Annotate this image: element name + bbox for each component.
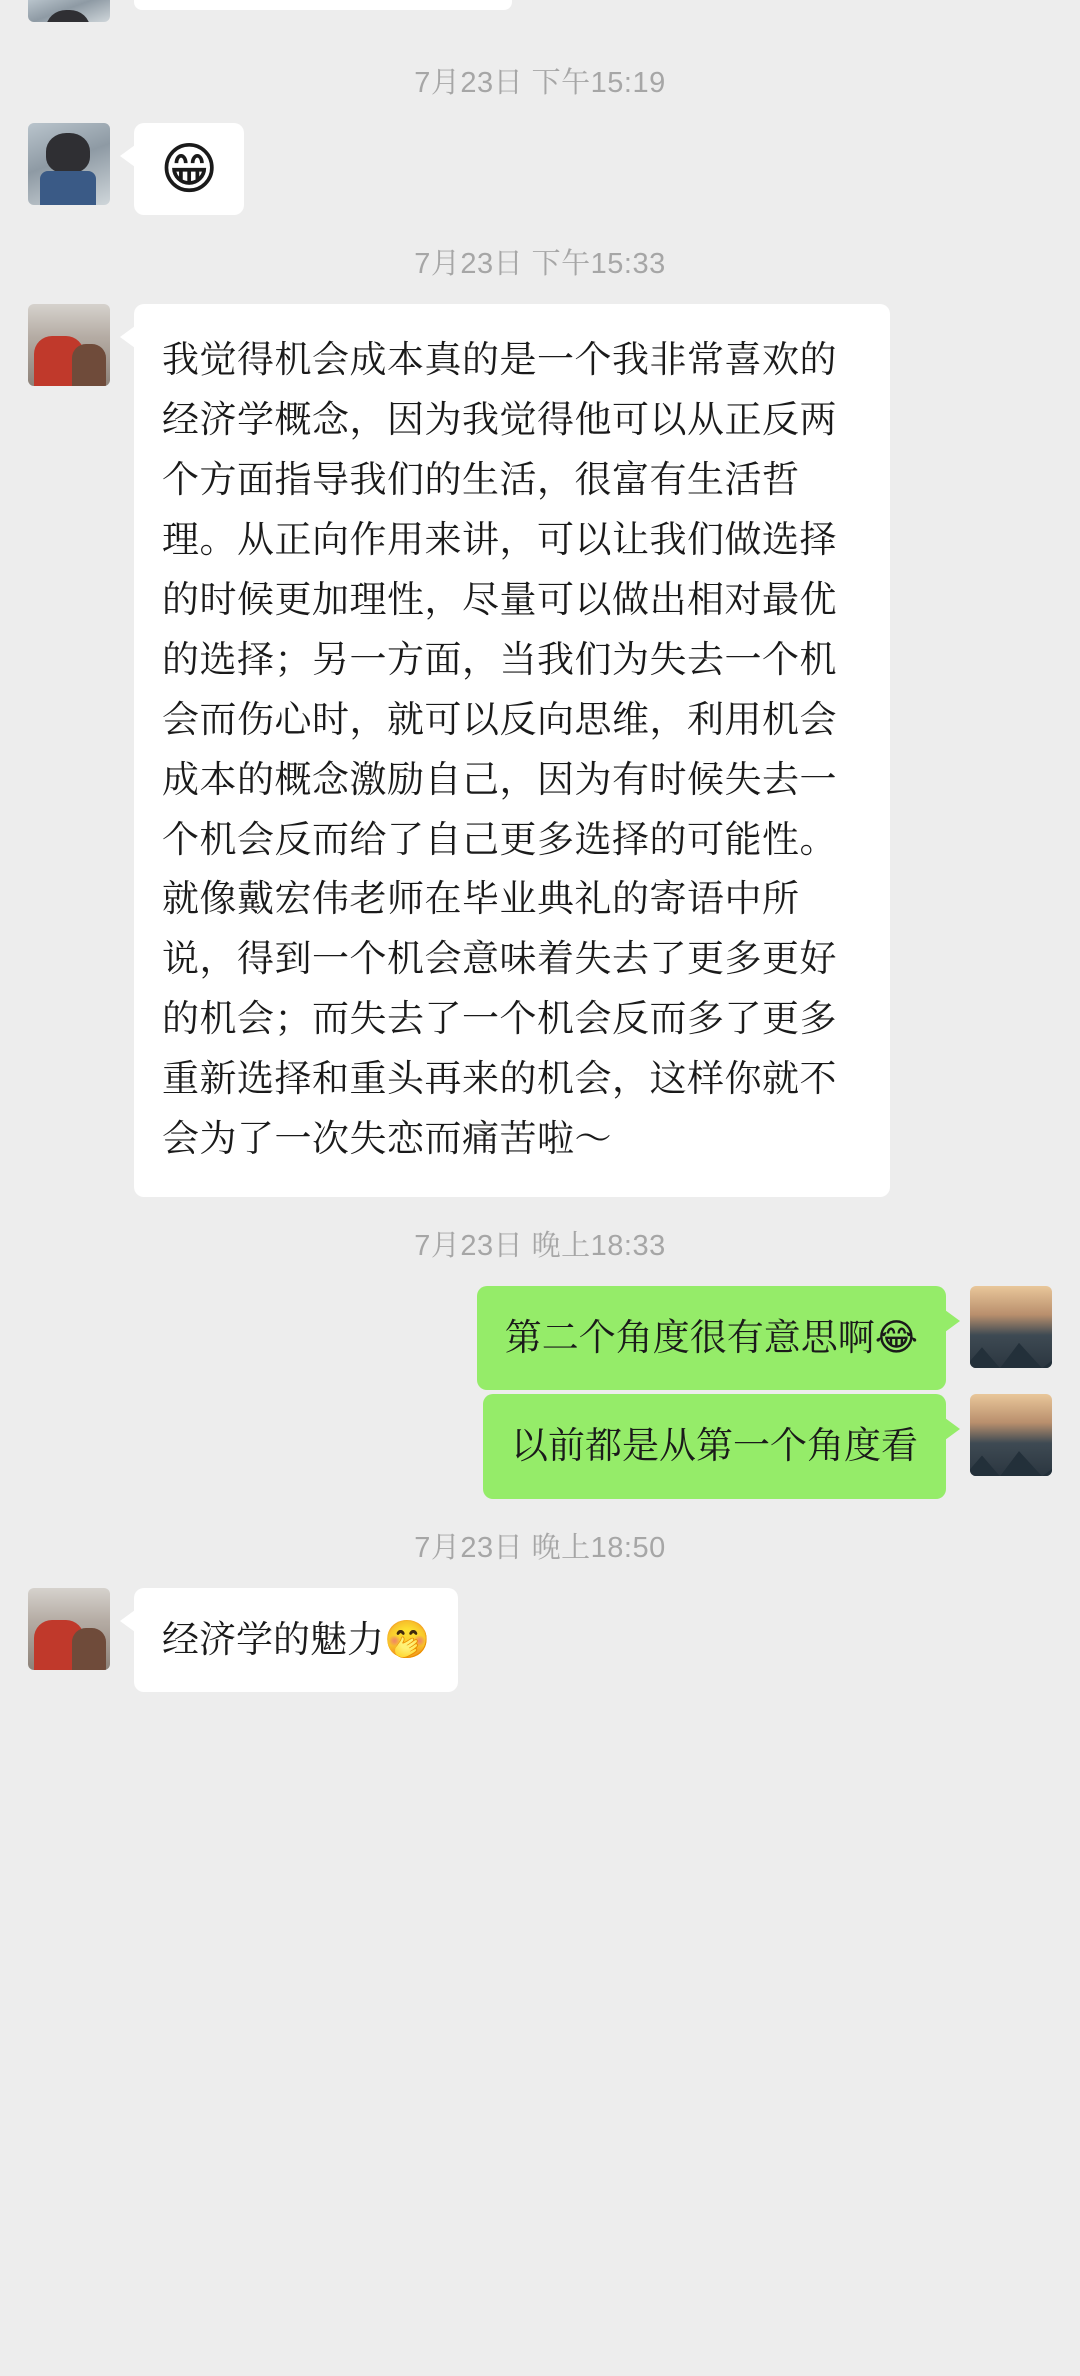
message-bubble-incoming-last[interactable]: 经济学的魅力🤭 <box>134 1588 458 1692</box>
message-row-outgoing-1[interactable] <box>0 1286 1080 1390</box>
message-row-long-text[interactable] <box>0 304 1080 1197</box>
timestamp-divider-4: 7月23日 晚上18:50 <box>414 1531 666 1564</box>
message-row-emoji[interactable] <box>0 123 1080 215</box>
timestamp-divider-2: 7月23日 下午15:33 <box>414 248 666 280</box>
message-row-outgoing-2[interactable] <box>0 1394 1080 1498</box>
timestamp-divider-3: 7月23日 晚上18:33 <box>414 1230 666 1263</box>
timestamp-divider-1: 7月23日 下午15:19 <box>414 67 666 99</box>
message-bubble-long-text[interactable]: 我觉得机会成本真的是一个我非常喜欢的经济学概念，因为我觉得他可以从正反两个方面指导我们的生活，很富有生活哲理。从正向作用来讲，可以让我们做选择的时候更加理性，尽量可以做出相对最优的选择；另一方面，当我们为失去一个机会而伤心时，就可以反向思维，利用机会成本的概念激励自己，因为有时候失去一个机会反而给了自己更多选择的可能性。就像戴宏伟老师在毕业典礼的寄语中所说，得到一个机会意味着失去了更多更好的机会；而失去了一个机会反而多了更多重新选择和重头再来的机会，这样你就不会为了一次失恋而痛苦啦～ <box>134 304 890 1197</box>
avatar-friend-photo[interactable] <box>28 1588 110 1670</box>
message-bubble-partial <box>134 0 512 10</box>
avatar-self-scenery[interactable] <box>970 1286 1052 1368</box>
message-row-incoming-last[interactable] <box>0 1588 1080 1692</box>
avatar-cat[interactable] <box>28 0 110 22</box>
avatar-self-scenery[interactable] <box>970 1394 1052 1476</box>
avatar-cat[interactable] <box>28 123 110 205</box>
avatar-friend-photo[interactable] <box>28 304 110 386</box>
message-row-partial-top <box>0 0 1080 34</box>
message-bubble-outgoing-2[interactable]: 以前都是从第一个角度看 <box>483 1394 946 1498</box>
message-bubble-outgoing-1[interactable]: 第二个角度很有意思啊😂 <box>477 1286 946 1390</box>
message-bubble-emoji[interactable]: 😁 <box>134 123 244 215</box>
